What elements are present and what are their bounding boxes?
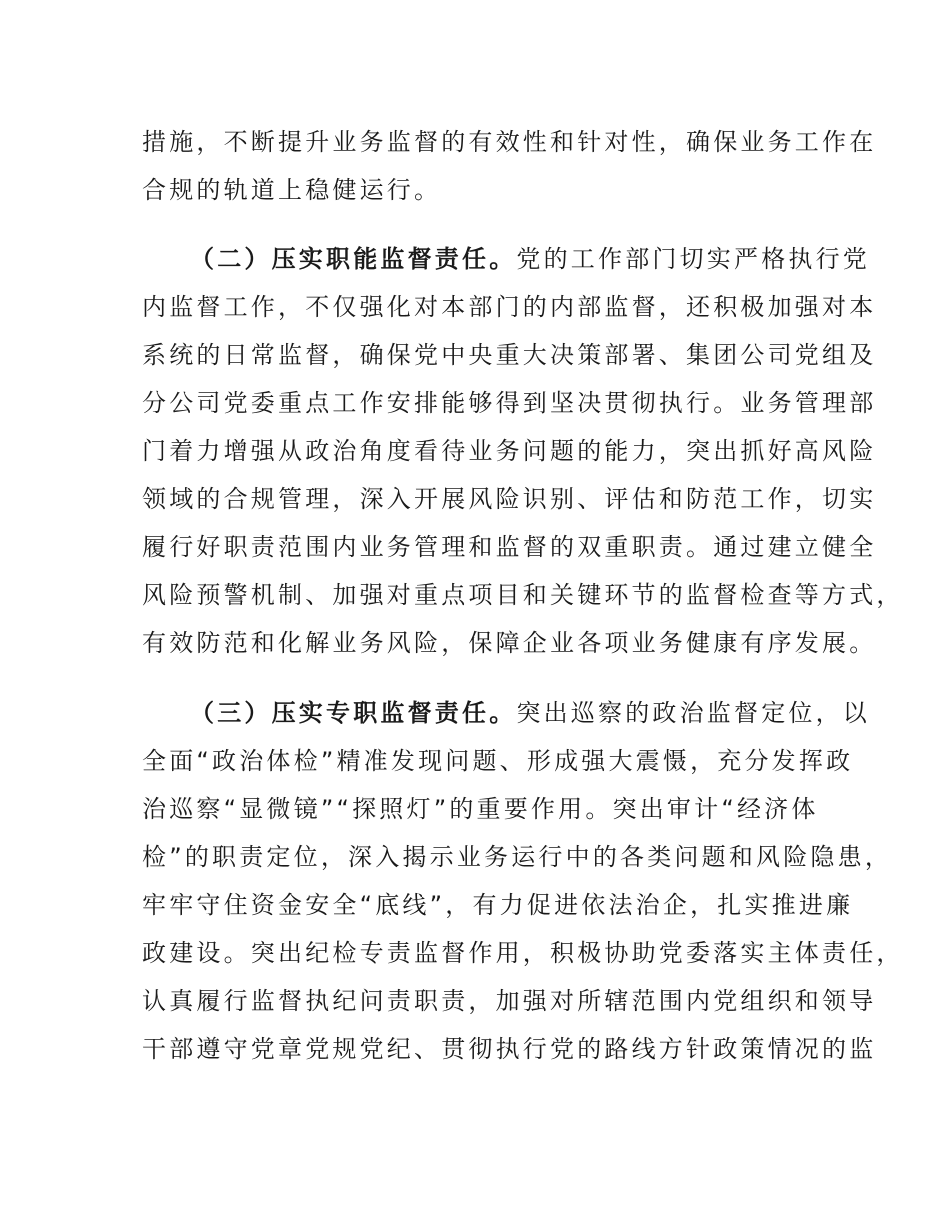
body-text: 党的工作部门切实严格执行党 (516, 245, 871, 273)
body-text-line: 牢牢守住资金安全“底线”，有力促进依法治企，扎实推进廉 (142, 891, 854, 919)
paragraph-first-line (190, 244, 870, 274)
paragraph-first-line (190, 698, 870, 728)
body-text-line: 干部遵守党章党规党纪、贯彻执行党的路线方针政策情况的监 (142, 1035, 877, 1063)
body-text-line: 合规的轨道上稳健运行。 (142, 176, 442, 204)
body-text-line: 有效防范和化解业务风险，保障企业各项业务健康有序发展。 (142, 629, 877, 657)
body-text-line: 检”的职责定位，深入揭示业务运行中的各类问题和风险隐患， (142, 843, 893, 871)
body-text-line: 系统的日常监督，确保党中央重大决策部署、集团公司党组及 (142, 341, 877, 369)
body-text-line: 认真履行监督执纪问责职责，加强对所辖范围内党组织和领导 (142, 987, 877, 1015)
body-text-line: 门着力增强从政治角度看待业务问题的能力，突出抓好高风险 (142, 437, 877, 465)
body-text-line: 政建设。突出纪检专责监督作用，积极协助党委落实主体责任， (142, 939, 904, 967)
body-text-line: 内监督工作，不仅强化对本部门的内部监督，还积极加强对本 (142, 293, 877, 321)
body-text-line: 治巡察“显微镜”“探照灯”的重要作用。突出审计“经济体 (142, 795, 819, 823)
body-text-line: 履行好职责范围内业务管理和监督的双重职责。通过建立健全 (142, 533, 877, 561)
body-text: 突出巡察的政治监督定位，以 (516, 699, 871, 727)
body-text-line: 风险预警机制、加强对重点项目和关键环节的监督检查等方式， (142, 581, 904, 609)
section-heading: （二）压实职能监督责任。 (190, 245, 517, 273)
body-text-line: 领域的合规管理，深入开展风险识别、评估和防范工作，切实 (142, 485, 877, 513)
body-text-line: 全面“政治体检”精准发现问题、形成强大震慑，充分发挥政 (142, 747, 854, 775)
section-heading: （三）压实专职监督责任。 (190, 699, 517, 727)
body-text-line: 措施，不断提升业务监督的有效性和针对性，确保业务工作在 (142, 128, 877, 156)
body-text-line: 分公司党委重点工作安排能够得到坚决贯彻执行。业务管理部 (142, 389, 877, 417)
